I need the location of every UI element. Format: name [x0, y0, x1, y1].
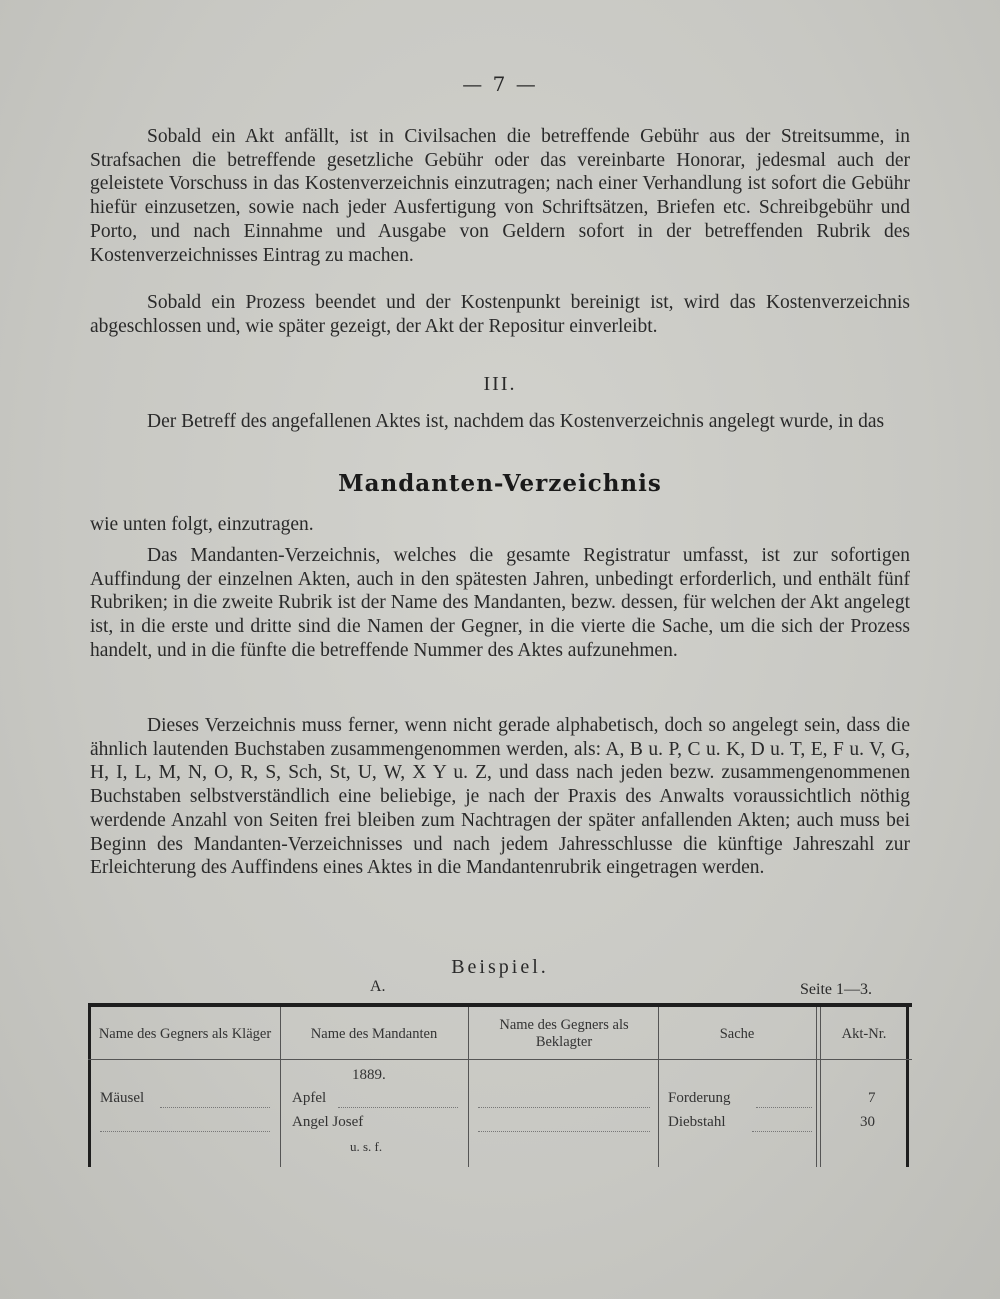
paragraph-2-text: Sobald ein Prozess beendet und der Kostenpunkt bereinigt ist, wird das Kostenverzeichnis abgeschlossen und, wie später gezeigt, der Akt der Repositur einverleibt.: [90, 292, 910, 337]
example-letter: A.: [370, 978, 386, 995]
example-page-range: Seite 1—3.: [800, 981, 872, 998]
row1-klaeger: Mäusel: [100, 1090, 145, 1106]
table-divider: [658, 1007, 659, 1167]
paragraph-2: [90, 291, 910, 338]
row2-akt-nr: 30: [860, 1114, 875, 1130]
dot-leader: [756, 1107, 812, 1108]
paragraph-5-text: Dieses Verzeichnis muss ferner, wenn nicht gerade alphabetisch, doch so angelegt sein, dass die ähnlich lautenden Buchstaben zusammengenommen werden, als: A, B u. P, C u. K, D u. T, E, F u. V, G, H, I, L, M, N, O, R, S, Sch, St, U, W, X Y u. Z, und dass nach jeden bezw. zusammengenommenen Buchstaben selbstverständlich eine beliebige, je nach der Praxis des Anwalts voraussichtlich nöthig werdende Anzahl von Seiten frei bleiben zum Nachtragen der später anfallenden Akten; auch muss bei Beginn des Mandanten-Verzeichnisses und nach jedem Jahresschlusse die künftige Jahreszahl zur Erleichterung des Auffindens eines Aktes in die Mandantenrubrik eingetragen werden.: [90, 715, 910, 879]
row1-mandant: Apfel: [292, 1090, 327, 1106]
continuation-label: u. s. f.: [350, 1139, 383, 1154]
example-title: Beispiel.: [451, 956, 549, 978]
dot-leader: [338, 1107, 458, 1108]
page-number: — 7 —: [462, 72, 538, 96]
row2-mandant: Angel Josef: [292, 1114, 364, 1130]
paragraph-4: [90, 544, 910, 663]
row1-sache: Forderung: [668, 1090, 731, 1106]
dot-leader: [478, 1107, 650, 1108]
table-divider: [468, 1007, 469, 1167]
mandanten-heading: Mandanten-Verzeichnis: [338, 470, 662, 497]
table-divider: [820, 1007, 821, 1167]
table-right-border: [906, 1007, 909, 1167]
table-divider: [280, 1007, 281, 1167]
header-beklagter: Name des Gegners als Beklagter: [499, 1017, 629, 1050]
folgt-line: wie unten folgt, einzutragen.: [90, 514, 314, 535]
year-label: 1889.: [352, 1067, 386, 1083]
row2-sache: Diebstahl: [668, 1114, 726, 1130]
header-rule: [88, 1059, 912, 1060]
header-akt-nr: Akt-Nr.: [841, 1025, 887, 1042]
dot-leader: [160, 1107, 270, 1108]
paragraph-4-text: Das Mandanten-Verzeichnis, welches die gesamte Registratur umfasst, ist zur sofortigen Auffindung der einzelnen Akten, auch in den spätesten Jahren, unbedingt erforderlich, und enthält fünf Rubriken; in die zweite Rubrik ist der Name des Mandanten, bezw. dessen, für welchen der Akt angelegt ist, in die erste und dritte sind die Namen der Gegner, in die vierte die Sache, um die sich der Prozess handelt, und in die fünfte die betreffende Nummer des Aktes aufzunehmen.: [90, 545, 910, 661]
paragraph-3: [90, 410, 910, 434]
paragraph-1-text: Sobald ein Akt anfällt, ist in Civilsachen die betreffende Gebühr aus der Streitsumme, in Strafsachen die betreffende gesetzliche Gebühr oder das vereinbarte Honorar, jedesmal auch der geleistete Vorschuss in das Kostenverzeichnis einzutragen; nach einer Verhandlung ist sofort die Gebühr hiefür einzusetzen, sowie nach jeder Ausfertigung von Schriftsätzen, Briefen etc. Schreibgebühr und Porto, und nach Einnahme und Ausgabe von Geldern sofort in der betreffenden Rubrik des Kostenverzeichnisses Eintrag zu machen.: [90, 126, 910, 266]
header-sache: Sache: [719, 1025, 755, 1042]
row1-akt-nr: 7: [868, 1090, 876, 1106]
paragraph-1: [90, 125, 910, 267]
paragraph-5: [90, 714, 910, 880]
dot-leader: [100, 1131, 270, 1132]
section-heading: III.: [483, 373, 517, 395]
header-mandant: Name des Mandanten: [310, 1025, 438, 1042]
dot-leader: [478, 1131, 650, 1132]
header-klaeger: Name des Gegners als Kläger: [98, 1025, 272, 1042]
table-divider: [816, 1007, 817, 1167]
table-left-border: [88, 1007, 91, 1167]
mandanten-table: [88, 1003, 912, 1167]
paragraph-3-text: Der Betreff des angefallenen Aktes ist, nachdem das Kostenverzeichnis angelegt wurde, in das: [147, 411, 885, 432]
dot-leader: [752, 1131, 812, 1132]
